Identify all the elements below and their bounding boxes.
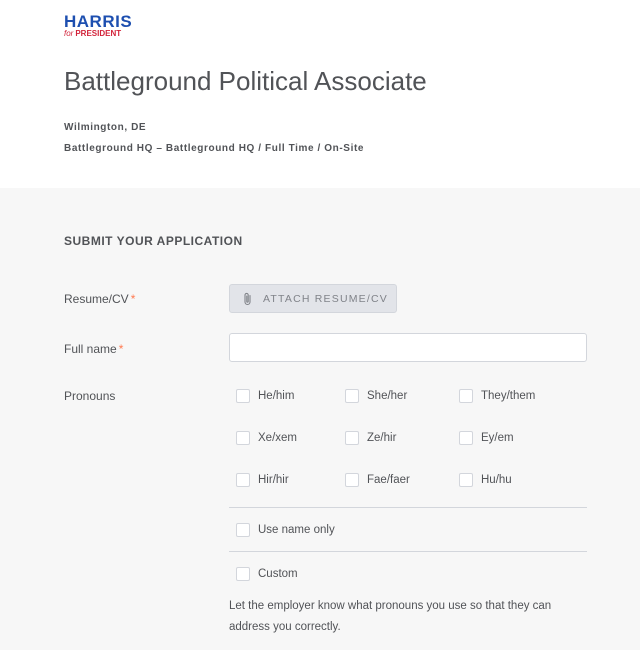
attach-resume-label: ATTACH RESUME/CV <box>263 292 388 305</box>
pronoun-option-label: Hu/hu <box>481 474 512 486</box>
pronoun-option-label: Hir/hir <box>258 474 289 486</box>
logo-for: for <box>64 29 74 38</box>
pronoun-option-ze-hir[interactable] <box>345 431 396 445</box>
pronoun-option-ey-em[interactable] <box>459 431 514 445</box>
logo-subtitle <box>64 30 121 38</box>
job-location: Wilmington, DE <box>64 122 147 133</box>
job-title: Battleground Political Associate <box>64 66 427 96</box>
pronoun-option-label: Ey/em <box>481 432 514 444</box>
pronoun-option-label: Ze/hir <box>367 432 397 444</box>
pronoun-option-hu-hu[interactable] <box>459 473 512 487</box>
job-meta: Battleground HQ – Battleground HQ / Full Time / On-Site <box>64 143 365 154</box>
pronoun-option-they-them[interactable] <box>459 389 535 403</box>
pronoun-option-label: Xe/xem <box>258 432 297 444</box>
full-name-label <box>64 342 123 356</box>
pronouns-label: Pronouns <box>64 389 116 403</box>
checkbox[interactable] <box>236 567 250 581</box>
pronoun-option-hir-hir[interactable] <box>236 473 289 487</box>
attach-resume-button[interactable] <box>229 284 397 313</box>
checkbox[interactable] <box>345 431 359 445</box>
logo-president: PRESIDENT <box>75 29 122 38</box>
application-form <box>0 188 640 650</box>
logo-wordmark: HARRIS <box>64 12 133 31</box>
required-mark: * <box>130 292 136 306</box>
required-mark: * <box>118 342 124 356</box>
resume-label <box>64 292 135 306</box>
pronouns-help-text: Let the employer know what pronouns you use so that they can address you correctly. <box>229 600 552 633</box>
checkbox[interactable] <box>345 473 359 487</box>
divider <box>229 507 587 508</box>
pronoun-option-use-name-only[interactable] <box>236 523 335 537</box>
full-name-label-text: Full name <box>64 342 117 356</box>
checkbox[interactable] <box>459 431 473 445</box>
full-name-input[interactable] <box>229 333 587 362</box>
checkbox[interactable] <box>236 431 250 445</box>
checkbox[interactable] <box>459 473 473 487</box>
resume-label-text: Resume/CV <box>64 292 129 306</box>
pronoun-option-label: They/them <box>481 390 536 402</box>
pronoun-option-label: Use name only <box>258 524 335 536</box>
paperclip-icon <box>242 292 254 306</box>
section-title: SUBMIT YOUR APPLICATION <box>64 234 243 248</box>
checkbox[interactable] <box>236 389 250 403</box>
checkbox[interactable] <box>345 389 359 403</box>
checkbox[interactable] <box>236 473 250 487</box>
divider <box>229 551 587 552</box>
pronoun-option-xe-xem[interactable] <box>236 431 297 445</box>
pronoun-option-label: Fae/faer <box>367 474 410 486</box>
harris-logo[interactable] <box>64 14 144 38</box>
pronoun-option-label: Custom <box>258 568 298 580</box>
checkbox[interactable] <box>459 389 473 403</box>
pronoun-option-label: He/him <box>258 390 295 402</box>
job-header <box>0 0 640 188</box>
pronoun-option-she-her[interactable] <box>345 389 407 403</box>
checkbox[interactable] <box>236 523 250 537</box>
pronoun-option-he-him[interactable] <box>236 389 294 403</box>
pronoun-option-custom[interactable] <box>236 567 298 581</box>
pronoun-option-fae-faer[interactable] <box>345 473 410 487</box>
pronoun-option-label: She/her <box>367 390 408 402</box>
